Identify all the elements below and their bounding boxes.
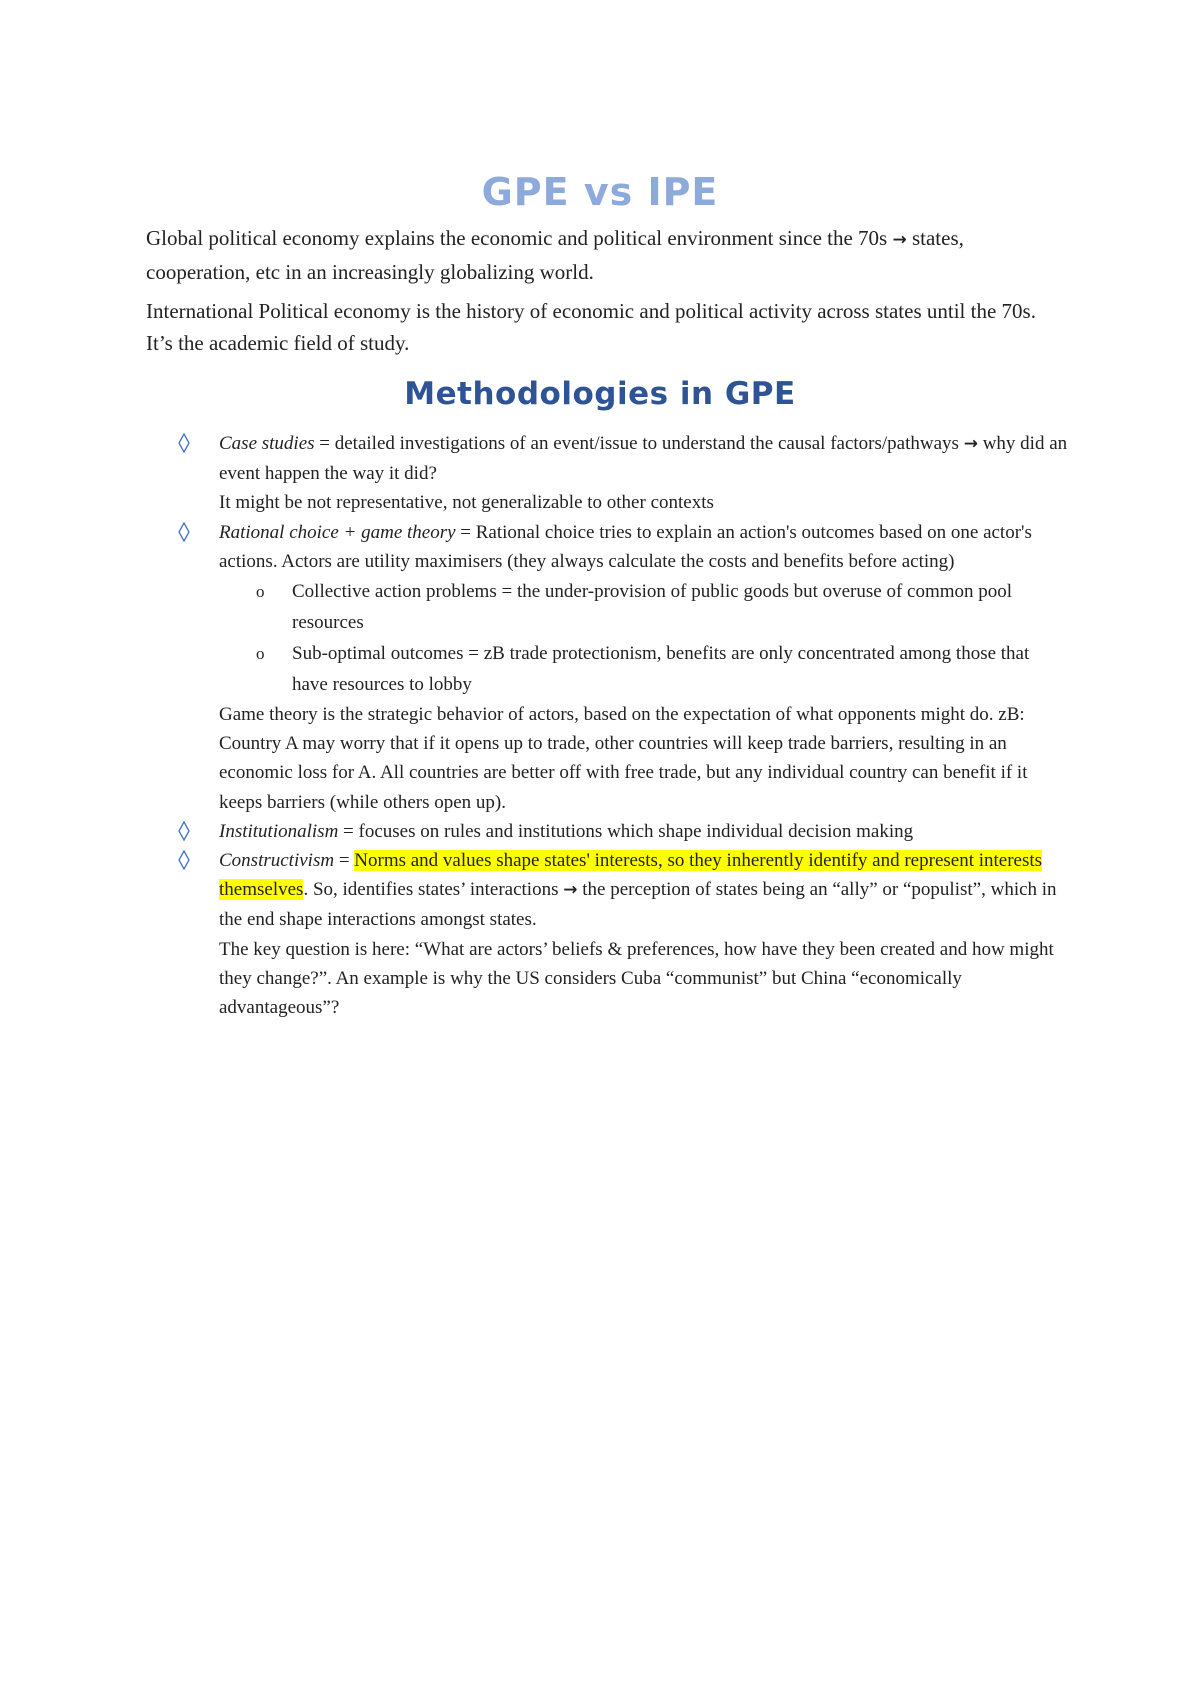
constructivism-text [219,846,1074,1022]
institutionalism-def: = focuses on rules and institutions which shape individual decision making [338,820,914,842]
highlighted-text: Norms and values shape states' interests, so they inherently identify and represent interests themselves [219,850,1043,901]
right-arrow-icon: → [563,880,578,901]
collective-action-text: Collective action problems = the under-provision of public goods but overuse of common pool resources [292,581,1013,634]
key-question-text: The key question is here: “What are actors’ beliefs & preferences, how have they been created and how might they change?”. An example is why the US considers Cuba “communist” but China “economically advantageous”? [219,938,1054,1019]
intro-paragraph-gpe [146,222,1058,288]
intro-gpe-text-2: states, cooperation, etc in an increasingly globalizing world. [146,226,964,284]
sub-list-item [0,638,1200,700]
rational-choice-term: Rational choice + game theory [219,521,456,543]
circle-bullet-icon: o [256,644,265,664]
intro-paragraph-ipe: International Political economy is the history of economic and political activity across states until the 70s. It’s the academic field of study. [146,299,1036,355]
case-studies-term: Case studies [219,433,315,454]
constructivism-eq: = [334,850,355,872]
right-arrow-icon: → [892,230,907,250]
constructivism-after-2: the perception of states being an “ally” or “populist”, which in the end shape interactions amongst states. [219,879,1057,931]
list-item-constructivism [0,846,1200,1022]
game-theory-text: Game theory is the strategic behavior of actors, based on the expectation of what opponents might do. zB: Country A may worry that if it opens up to trade, other countries will keep trade barriers, resulting in an economic loss for A. All countries are better off with free trade, but any individual country can benefit if it keeps barriers (while others open up). [219,704,1028,813]
diamond-outline-icon [178,820,198,842]
diamond-outline-icon [178,521,198,543]
sub-list-item [0,576,1200,638]
methodologies-list [0,429,1200,1022]
list-item-institutionalism [0,817,1200,846]
case-studies-text [219,429,1074,518]
rational-choice-text [219,518,1074,576]
page-title: GPE vs IPE [481,170,719,214]
intro-gpe-text-1: Global political economy explains the economic and political environment since the 70s [146,226,893,250]
constructivism-term: Constructivism [219,850,335,872]
diamond-outline-icon [178,849,198,871]
rational-choice-def: = Rational choice tries to explain an action's outcomes based on one actor's actions. Actors are utility maximisers (they always calculate the costs and benefits before acting) [219,521,1032,572]
sub-optimal-outcomes-text: Sub-optimal outcomes = zB trade protectionism, benefits are only concentrated among those that have resources to lobby [292,643,1030,696]
section-heading: Methodologies in GPE [404,376,796,412]
case-studies-def-2: why did an event happen the way it did? [219,433,1068,485]
institutionalism-text [219,817,1074,846]
diamond-outline-icon [178,432,198,454]
case-studies-note: It might be not representative, not generalizable to other contexts [219,492,714,514]
institutionalism-term: Institutionalism [219,820,339,842]
list-item-case-studies [0,429,1200,518]
right-arrow-icon: → [963,434,978,454]
constructivism-after-1: . So, identifies states’ interactions [303,879,564,901]
circle-bullet-icon: o [256,582,265,602]
list-item-rational-choice [0,518,1200,817]
case-studies-def-1: = detailed investigations of an event/issue to understand the causal factors/pathways [314,433,964,454]
